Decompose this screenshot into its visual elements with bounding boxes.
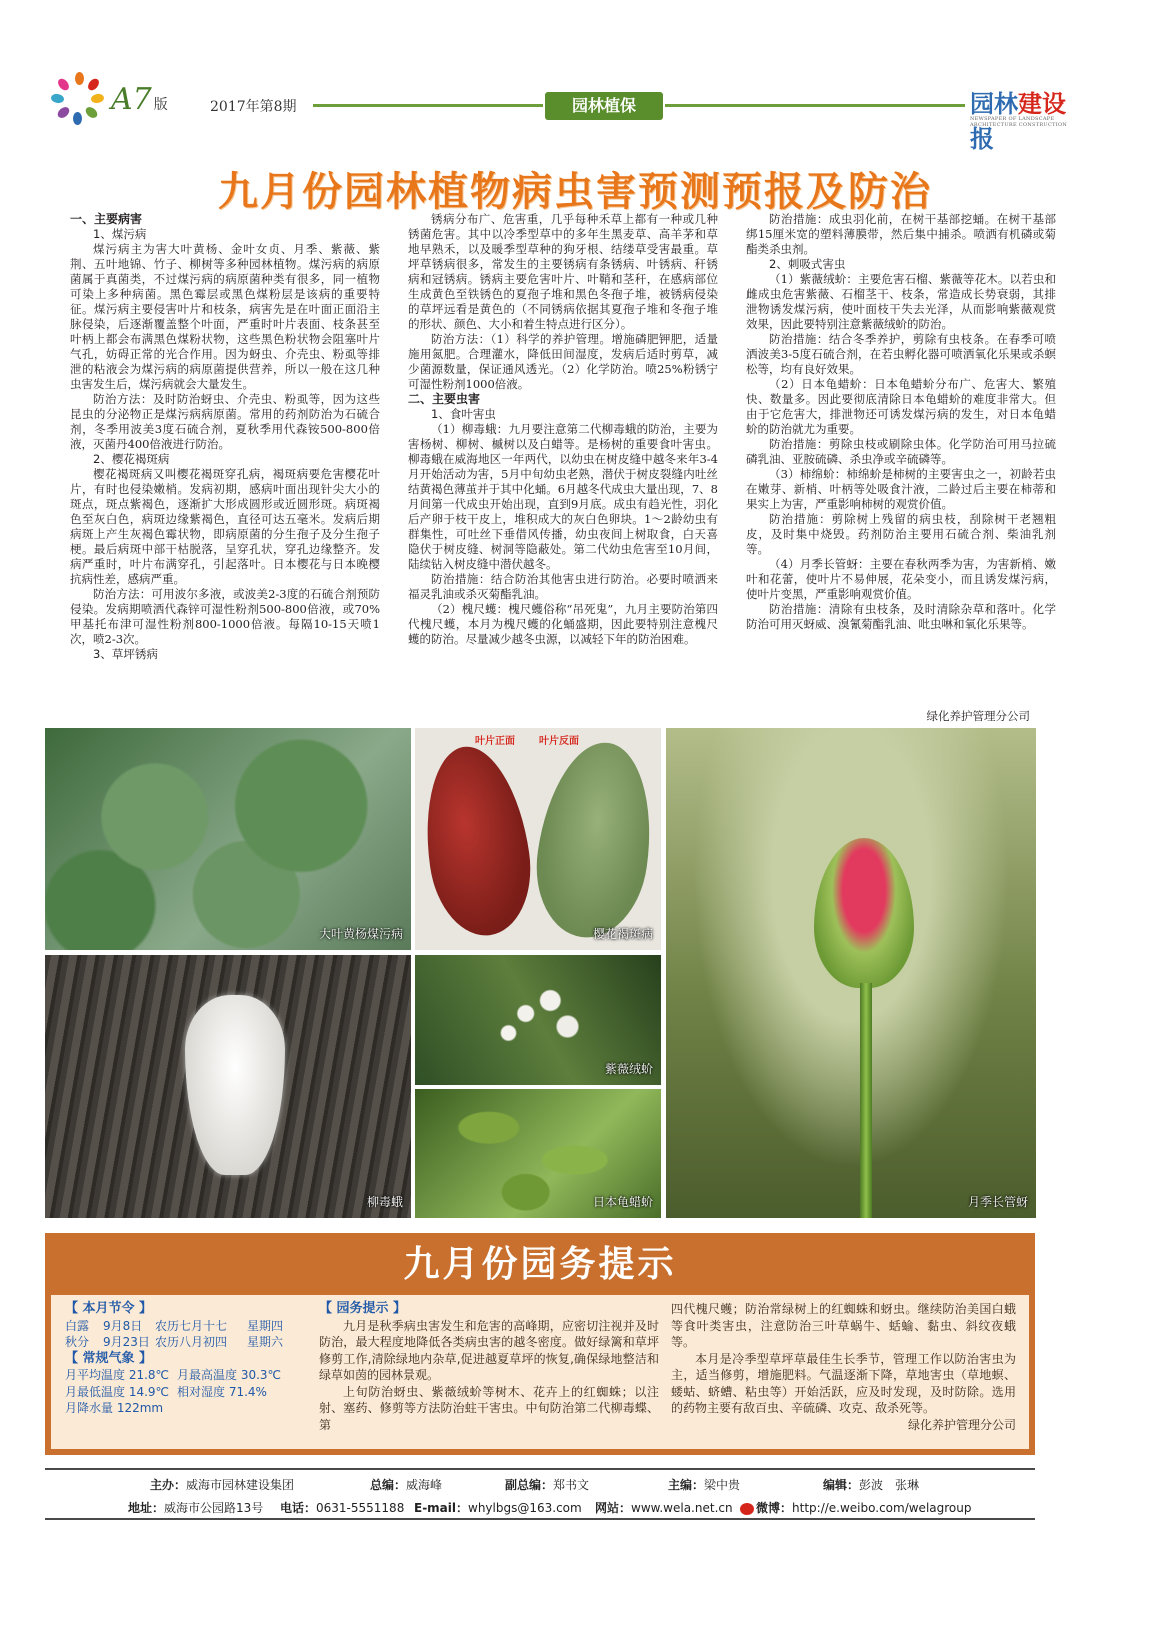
- paragraph: 防治措施：清除有虫枝条，及时清除杂草和落叶。化学防治可用灭蚜威、溴氰菊酯乳油、吡虫啉和氧化乐果等。: [746, 602, 1056, 631]
- article-column-1: [70, 212, 380, 662]
- sub-heading: 2、刺吸式害虫: [769, 257, 846, 271]
- paragraph: 防治措施：成虫羽化前，在树干基部挖蛹。在树干基部绑15厘米宽的塑料薄膜带，然后集中捕杀。喷洒有机磷或菊酯类杀虫剂。: [746, 212, 1056, 256]
- footer-host: 主办：威海市园林建设集团: [150, 1478, 295, 1492]
- rose-stem-icon: [860, 983, 872, 1218]
- tips-byline: 绿化养护管理分公司: [907, 1417, 1016, 1432]
- paragraph: 防治方法：及时防治蚜虫、介壳虫、粉虱等，因为这些昆虫的分泌物正是煤污病病原菌。常用的药剂防治为石硫合剂，冬季用波美3度石硫合剂，夏秋季用代森铵500-800倍液，灭菌丹400倍液进行防治。: [70, 392, 380, 451]
- masthead: [45, 70, 1075, 153]
- sub-heading: 1、煤污病: [93, 227, 147, 241]
- footer-address: 地址：威海市公园路13号: [128, 1501, 264, 1515]
- tips-paragraph: 本月是冷季型草坪草最佳生长季节，管理工作以防治害虫为主，适当修剪，增施肥料。气温逐渐下降，草地害虫（草地螟、蝼蛄、蛴螬、粘虫等）开始活跃，应及时发现，及时防除。选用的药物主要有敌百虫、辛硫磷、攻克、敌杀死等。: [671, 1351, 1016, 1415]
- photo-japanese-wax-scale: [415, 1089, 661, 1218]
- paragraph: 樱花褐斑病又叫樱花褐斑穿孔病，褐斑病要危害樱花叶片，有时也侵染嫩梢。发病初期，感病叶面出现针尖大小的斑点，斑点紫褐色，逐渐扩大形成圆形或近圆形斑。病斑褐色至灰白色，病斑边缘紫褐色，直径可达五毫米。发病后期病斑上产生灰褐色霉状物，即病原菌的分生孢子及分生孢子梗。最后病斑中部干枯脱落，呈穿孔状，穿孔边缘整齐。发病严重时，叶片布满穿孔，引起落叶。日本樱花与日本晚樱抗病性差，感病严重。: [70, 467, 380, 586]
- photo-boxwood-sooty-mold: [45, 728, 411, 950]
- paragraph: 防治措施：结合防治其他害虫进行防治。必要时喷洒来福灵乳油或杀灭菊酯乳油。: [408, 572, 718, 601]
- header-rule-left: [313, 104, 543, 107]
- tips-heading-weather: 【 常规气象 】: [65, 1350, 153, 1366]
- weather-row: 月平均温度 21.8℃ 月最高温度 30.3℃: [65, 1368, 282, 1382]
- paragraph: 锈病分布广、危害重，几乎每种禾草上都有一种或几种锈菌危害。其中以冷季型草中的多年生黑麦草、高羊茅和草地早熟禾，以及暖季型草种的狗牙根、结缕草受害最重。草坪草锈病很多，常发生的主要锈病有条锈病、叶锈病、秆锈病和冠锈病。锈病主要危害叶片、叶鞘和茎秆，在感病部位生成黄色至铁锈色的夏孢子堆和黑色冬孢子堆，被锈病侵染的草坪远看是黄色的（不同锈病依据其夏孢子堆和冬孢子堆的形状、颜色、大小和着生特点进行区分）。: [408, 212, 718, 331]
- footer-email[interactable]: E-mail：whylbgs@163.com: [414, 1501, 582, 1515]
- section-heading: 一、主要病害: [70, 212, 143, 226]
- tips-heading-solar-terms: 【 本月节令 】: [65, 1301, 153, 1316]
- paragraph: （3）柿绵蚧：柿绵蚧是柿树的主要害虫之一，初龄若虫在嫩芽、新梢、叶柄等处吸食汁液，二龄过后主要在柿蒂和果实上为害，严重影响柿树的观赏价值。: [746, 467, 1056, 511]
- article-column-3: [746, 212, 1056, 632]
- paragraph: 防治措施：结合冬季养护，剪除有虫枝条。在春季可喷洒波美3-5度石硫合剂，在若虫孵化器可喷洒氧化乐果或杀螟松等，均有良好效果。: [746, 332, 1056, 376]
- paragraph: （1）柳毒蛾：九月要注意第二代柳毒蛾的防治，主要为害杨树、柳树、槭树以及白蜡等。是杨树的重要食叶害虫。柳毒蛾在威海地区一年两代，以幼虫在树皮缝中越冬来年3-4月开始活动为害，5月中旬幼虫老熟，潜伏于树皮裂缝内吐丝结黄褐色薄茧并于其中化蛹。6月越冬代成虫大量出现，7、8月间第一代成虫开始出现，直到9月底。成虫有趋光性，羽化后产卵于枝干皮上，堆积成大的灰白色卵块。1～2龄幼虫有群集性，可吐丝下垂借风传播，幼虫夜间上树取食，白天喜隐伏于树皮缝、树洞等隐蔽处。第二代幼虫危害至10月间，陆续钻入树皮缝中潜伏越冬。: [408, 422, 718, 571]
- red-leaf-icon: [415, 740, 540, 942]
- paragraph: 防治方法：（1）科学的养护管理。增施磷肥钾肥，适量施用氮肥。合理灌水，降低田间湿度，发病后适时剪草，减少菌源数量，保证通风透光。（2）化学防治。喷25%粉锈宁可湿性粉剂1000倍液。: [408, 332, 718, 391]
- paragraph: 防治措施：剪除树上残留的病虫枝，刮除树干老翘粗皮，及时集中烧毁。药剂防治主要用石硫合剂、柴油乳剂等。: [746, 512, 1056, 556]
- footer-rule-top: [45, 1468, 1035, 1470]
- issue-number: 2017年第8期: [210, 99, 297, 115]
- paragraph: （2）槐尺蠖：槐尺蠖俗称“吊死鬼”，九月主要防治第四代槐尺蠖，本月为槐尺蠖的化蛹盛期，因此要特别注意槐尺蠖的防治。尽量减少越冬虫源，以减轻下年的防治困难。: [408, 602, 718, 646]
- photo-cherry-leaf-spot: [415, 728, 661, 950]
- paragraph: （1）紫薇绒蚧：主要危害石榴、紫薇等花木。以若虫和雌成虫危害紫薇、石榴茎干、枝条，常造成长势衰弱，其排泄物诱发煤污病，使叶面枝干失去光泽，从而影响紫薇观赏效果，因此要特别注意紫薇绒蚧的防治。: [746, 272, 1056, 331]
- footer-weibo[interactable]: 微博：http://e.weibo.com/welagroup: [740, 1499, 971, 1516]
- weather-row: 月最低温度 14.9℃ 相对湿度 71.4%: [65, 1384, 267, 1399]
- solar-term-row: 秋分 9月23日 农历八月初四 星期六: [65, 1335, 284, 1349]
- sub-heading: 2、樱花褐斑病: [93, 452, 170, 466]
- paragraph: 防治方法：可用波尔多液，或波美2-3度的石硫合剂预防侵染。发病期喷洒代森锌可湿性粉剂500-800倍液，或70%甲基托布津可湿性粉剂800-1000倍液。每隔10-15天喷1次，喷2-3次。: [70, 587, 380, 646]
- paragraph: 煤污病主为害大叶黄杨、金叶女贞、月季、紫薇、紫荆、五叶地锦、竹子、柳树等多种园林植物。煤污病的病原菌属于真菌类，不过煤污病的病原菌种类有很多，同一植物可染上多种病菌。黑色霉层或黑色煤粉层是该病的重要特征。煤污病主要侵害叶片和枝条，病害先是在叶面正面沿主脉侵染，后逐渐覆盖整个叶面，严重时叶片表面、枝条甚至叶柄上都会布满黑色煤粉状物，这些黑色粉状物会阻塞叶片气孔，妨碍正常的光合作用。因为蚜虫、介壳虫、粉虱等排泄的粘液会为煤污病的病原菌提供营养，所以一般在这几种虫害发生后，煤污病就会大量发生。: [70, 242, 380, 391]
- paragraph: （2）日本龟蜡蚧：日本龟蜡蚧分布广、危害大、繁殖快、数量多。因此要彻底清除日本龟蜡蚧的难度非常大。但由于它危害大，排泄物还可诱发煤污病的发生，对日本龟蜡蚧的防治就尤为重要。: [746, 377, 1056, 436]
- weather-row: 月降水量 122mm: [65, 1401, 164, 1415]
- footer-chief-editor: 总编：威海峰: [370, 1478, 443, 1492]
- paragraph: （4）月季长管蚜：主要在春秋两季为害，为害新梢、嫩叶和花蕾，使叶片不易伸展，花朵变小，而且诱发煤污病，使叶片变黑，严重影响观赏价值。: [746, 557, 1056, 601]
- paper-name: 园林建设报: [970, 89, 1066, 153]
- tips-paragraph: 九月是秋季病虫害发生和危害的高峰期，应密切注视并及时防治，最大程度地降低各类病虫害的越冬密度。做好绿篱和草坪修剪工作,清除绿地内杂草,促进越夏草坪的恢复,确保绿地整洁和绿草如茵的园林景观。: [319, 1318, 659, 1382]
- tips-paragraph-continued: 四代槐尺蠖；防治常绿树上的红蜘蛛和蚜虫。继续防治美国白蛾等食叶类害虫，注意防治三叶草蜗牛、蛞蝓、黏虫、斜纹夜蛾等。: [671, 1302, 1016, 1349]
- photo-caption: 紫薇绒蚧: [604, 1062, 653, 1076]
- weibo-icon: [740, 1503, 754, 1515]
- page-number: A7 版: [111, 82, 168, 117]
- sub-heading: 1、食叶害虫: [431, 407, 496, 421]
- solar-term-row: 白露 9月8日 农历七月十七 星期四: [65, 1318, 284, 1333]
- paper-english-name: NEWSPAPER OF LANDSCAPE ARCHITECTURE CONSTRUCTION: [970, 116, 1068, 128]
- photo-willow-moth: [45, 955, 411, 1218]
- photo-caption: 柳毒蛾: [366, 1195, 403, 1209]
- tips-column-3: [671, 1301, 1016, 1433]
- green-leaf-icon: [527, 735, 661, 944]
- header-rule-right: [665, 104, 965, 107]
- photo-caption: 樱花褐斑病: [592, 927, 653, 941]
- tips-paragraph: 上旬防治蚜虫、紫薇绒蚧等树木、花卉上的红蜘蛛；以注射、塞药、修剪等方法防治蛀干害虫。中旬防治第二代柳毒蝶、第: [319, 1384, 659, 1432]
- photo-crape-myrtle-scale: [415, 955, 661, 1085]
- photo-caption: 日本龟蜡蚧: [592, 1195, 653, 1209]
- footer-phone: 电话：0631-5551188: [280, 1501, 405, 1515]
- footer-website[interactable]: 网站：www.wela.net.cn: [595, 1501, 733, 1515]
- section-label: 园林植保: [545, 92, 663, 120]
- photo-tag-back: 叶片反面: [539, 736, 579, 747]
- garden-tips-box: [45, 1233, 1035, 1455]
- tips-heading-garden: 【 园务提示 】: [319, 1301, 407, 1316]
- rose-bud-icon: [814, 838, 914, 988]
- article-title: 九月份园林植物病虫害预测预报及防治: [218, 169, 932, 215]
- article-column-2: [408, 212, 718, 647]
- section-heading: 二、主要虫害: [408, 392, 481, 406]
- photo-tag-front: 叶片正面: [475, 736, 515, 747]
- photo-caption: 大叶黄杨煤污病: [318, 927, 403, 941]
- tips-title: 九月份园务提示: [403, 1244, 677, 1285]
- paragraph: 防治措施：剪除虫枝或刷除虫体。化学防治可用马拉硫磷乳油、亚胺硫磷、杀虫净或辛硫磷等。: [746, 437, 1056, 466]
- tips-body: [51, 1295, 1029, 1449]
- footer-editor: 主编：梁中贵: [668, 1478, 741, 1492]
- photo-rose-aphid: [666, 728, 1036, 1218]
- white-moth-icon: [185, 995, 285, 1175]
- tips-column-1: [65, 1301, 305, 1417]
- article-byline: 绿化养护管理分公司: [926, 709, 1030, 723]
- photo-caption: 月季长管蚜: [967, 1195, 1028, 1209]
- tips-column-2: [319, 1301, 659, 1433]
- footer-vice-editor: 副总编：郑书文: [505, 1478, 590, 1492]
- sub-heading: 3、草坪锈病: [93, 647, 158, 661]
- footer-editors: 编辑：彭波 张琳: [823, 1478, 920, 1492]
- footer-rule-bottom: [45, 1518, 1035, 1520]
